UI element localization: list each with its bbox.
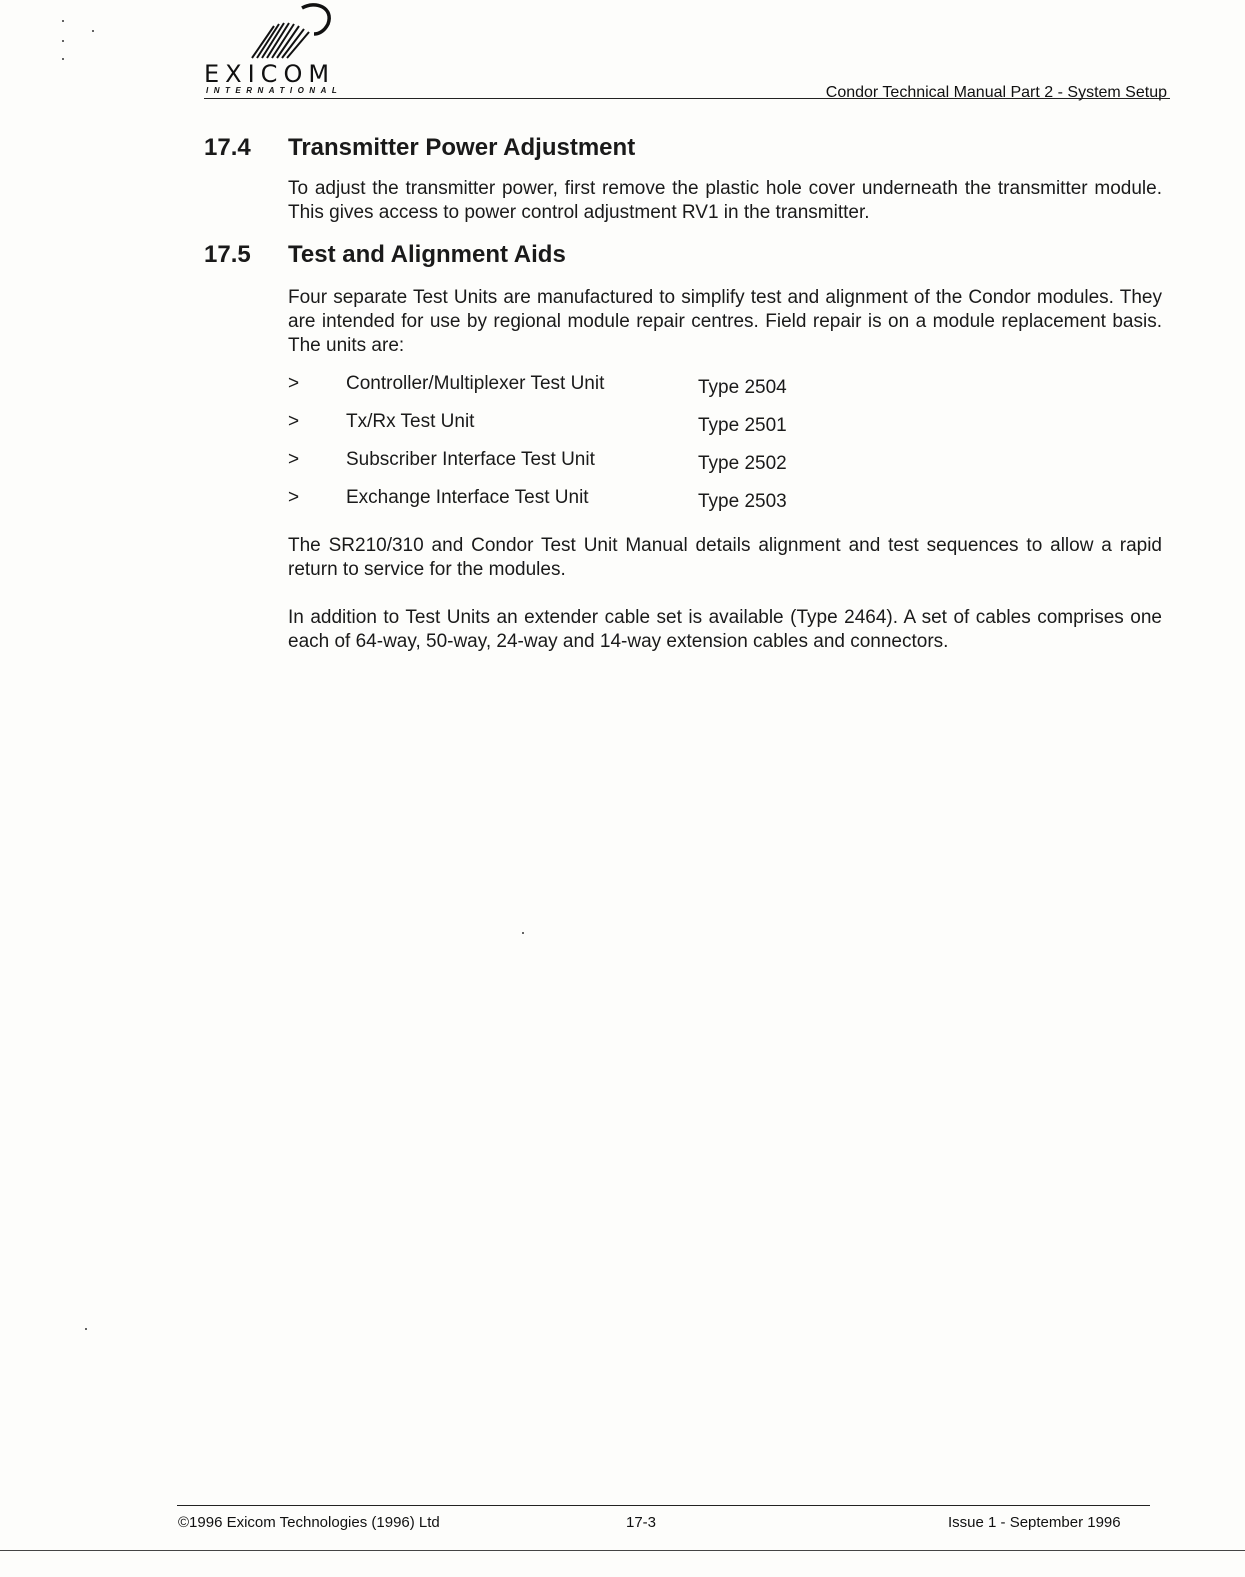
exicom-logo xyxy=(204,2,374,98)
scan-speck xyxy=(62,58,64,60)
scan-speck xyxy=(85,1328,87,1330)
list-bullet: > xyxy=(288,411,300,432)
list-item xyxy=(288,487,988,525)
logo-wordmark: EXICOM xyxy=(204,60,336,88)
unit-name: Exchange Interface Test Unit xyxy=(346,487,589,508)
unit-type: Type 2504 xyxy=(698,377,787,398)
scan-speck xyxy=(92,30,94,32)
exicom-swoosh-icon xyxy=(244,2,344,62)
section-title: Transmitter Power Adjustment xyxy=(288,134,636,161)
scan-speck xyxy=(62,40,64,42)
footer-copyright: ©1996 Exicom Technologies (1996) Ltd xyxy=(178,1514,440,1531)
section-number: 17.5 xyxy=(204,241,251,268)
footer-page-number: 17-3 xyxy=(626,1514,657,1531)
list-item xyxy=(288,449,988,487)
scan-speck xyxy=(62,20,64,22)
list-bullet: > xyxy=(288,373,300,394)
test-unit-list xyxy=(288,373,988,525)
list-item xyxy=(288,373,988,411)
footer-divider xyxy=(177,1505,1150,1506)
list-bullet: > xyxy=(288,487,300,508)
unit-name: Subscriber Interface Test Unit xyxy=(346,449,595,470)
scan-speck xyxy=(522,932,524,934)
section-paragraph: In addition to Test Units an extender cable set is available (Type 2464). A set of cables comprises one each of 64-way, 50-way, 24-way and 14-way extension cables and connectors. xyxy=(288,607,1162,652)
unit-type: Type 2503 xyxy=(698,491,787,512)
unit-name: Tx/Rx Test Unit xyxy=(346,411,475,432)
unit-type: Type 2502 xyxy=(698,453,787,474)
list-item xyxy=(288,411,988,449)
section-paragraph: To adjust the transmitter power, first remove the plastic hole cover underneath the transmitter module. This gives access to power control adjustment RV1 in the transmitter. xyxy=(288,178,1162,223)
section-paragraph: The SR210/310 and Condor Test Unit Manual details alignment and test sequences to allow a rapid return to service for the modules. xyxy=(288,535,1162,580)
footer-issue: Issue 1 - September 1996 xyxy=(948,1514,1121,1531)
unit-name: Controller/Multiplexer Test Unit xyxy=(346,373,605,394)
page-edge-line xyxy=(0,1550,1245,1551)
section-title: Test and Alignment Aids xyxy=(288,241,566,268)
header-divider xyxy=(204,98,1170,99)
section-number: 17.4 xyxy=(204,134,251,161)
list-bullet: > xyxy=(288,449,300,470)
unit-type: Type 2501 xyxy=(698,415,787,436)
section-intro: Four separate Test Units are manufactured to simplify test and alignment of the Condor modules. They are intended for use by regional module repair centres. Field repair is on a module replacement basis. The units are: xyxy=(288,287,1162,356)
header-title: Condor Technical Manual Part 2 - System Setup xyxy=(825,84,1167,101)
logo-subtitle: INTERNATIONAL xyxy=(206,86,343,95)
